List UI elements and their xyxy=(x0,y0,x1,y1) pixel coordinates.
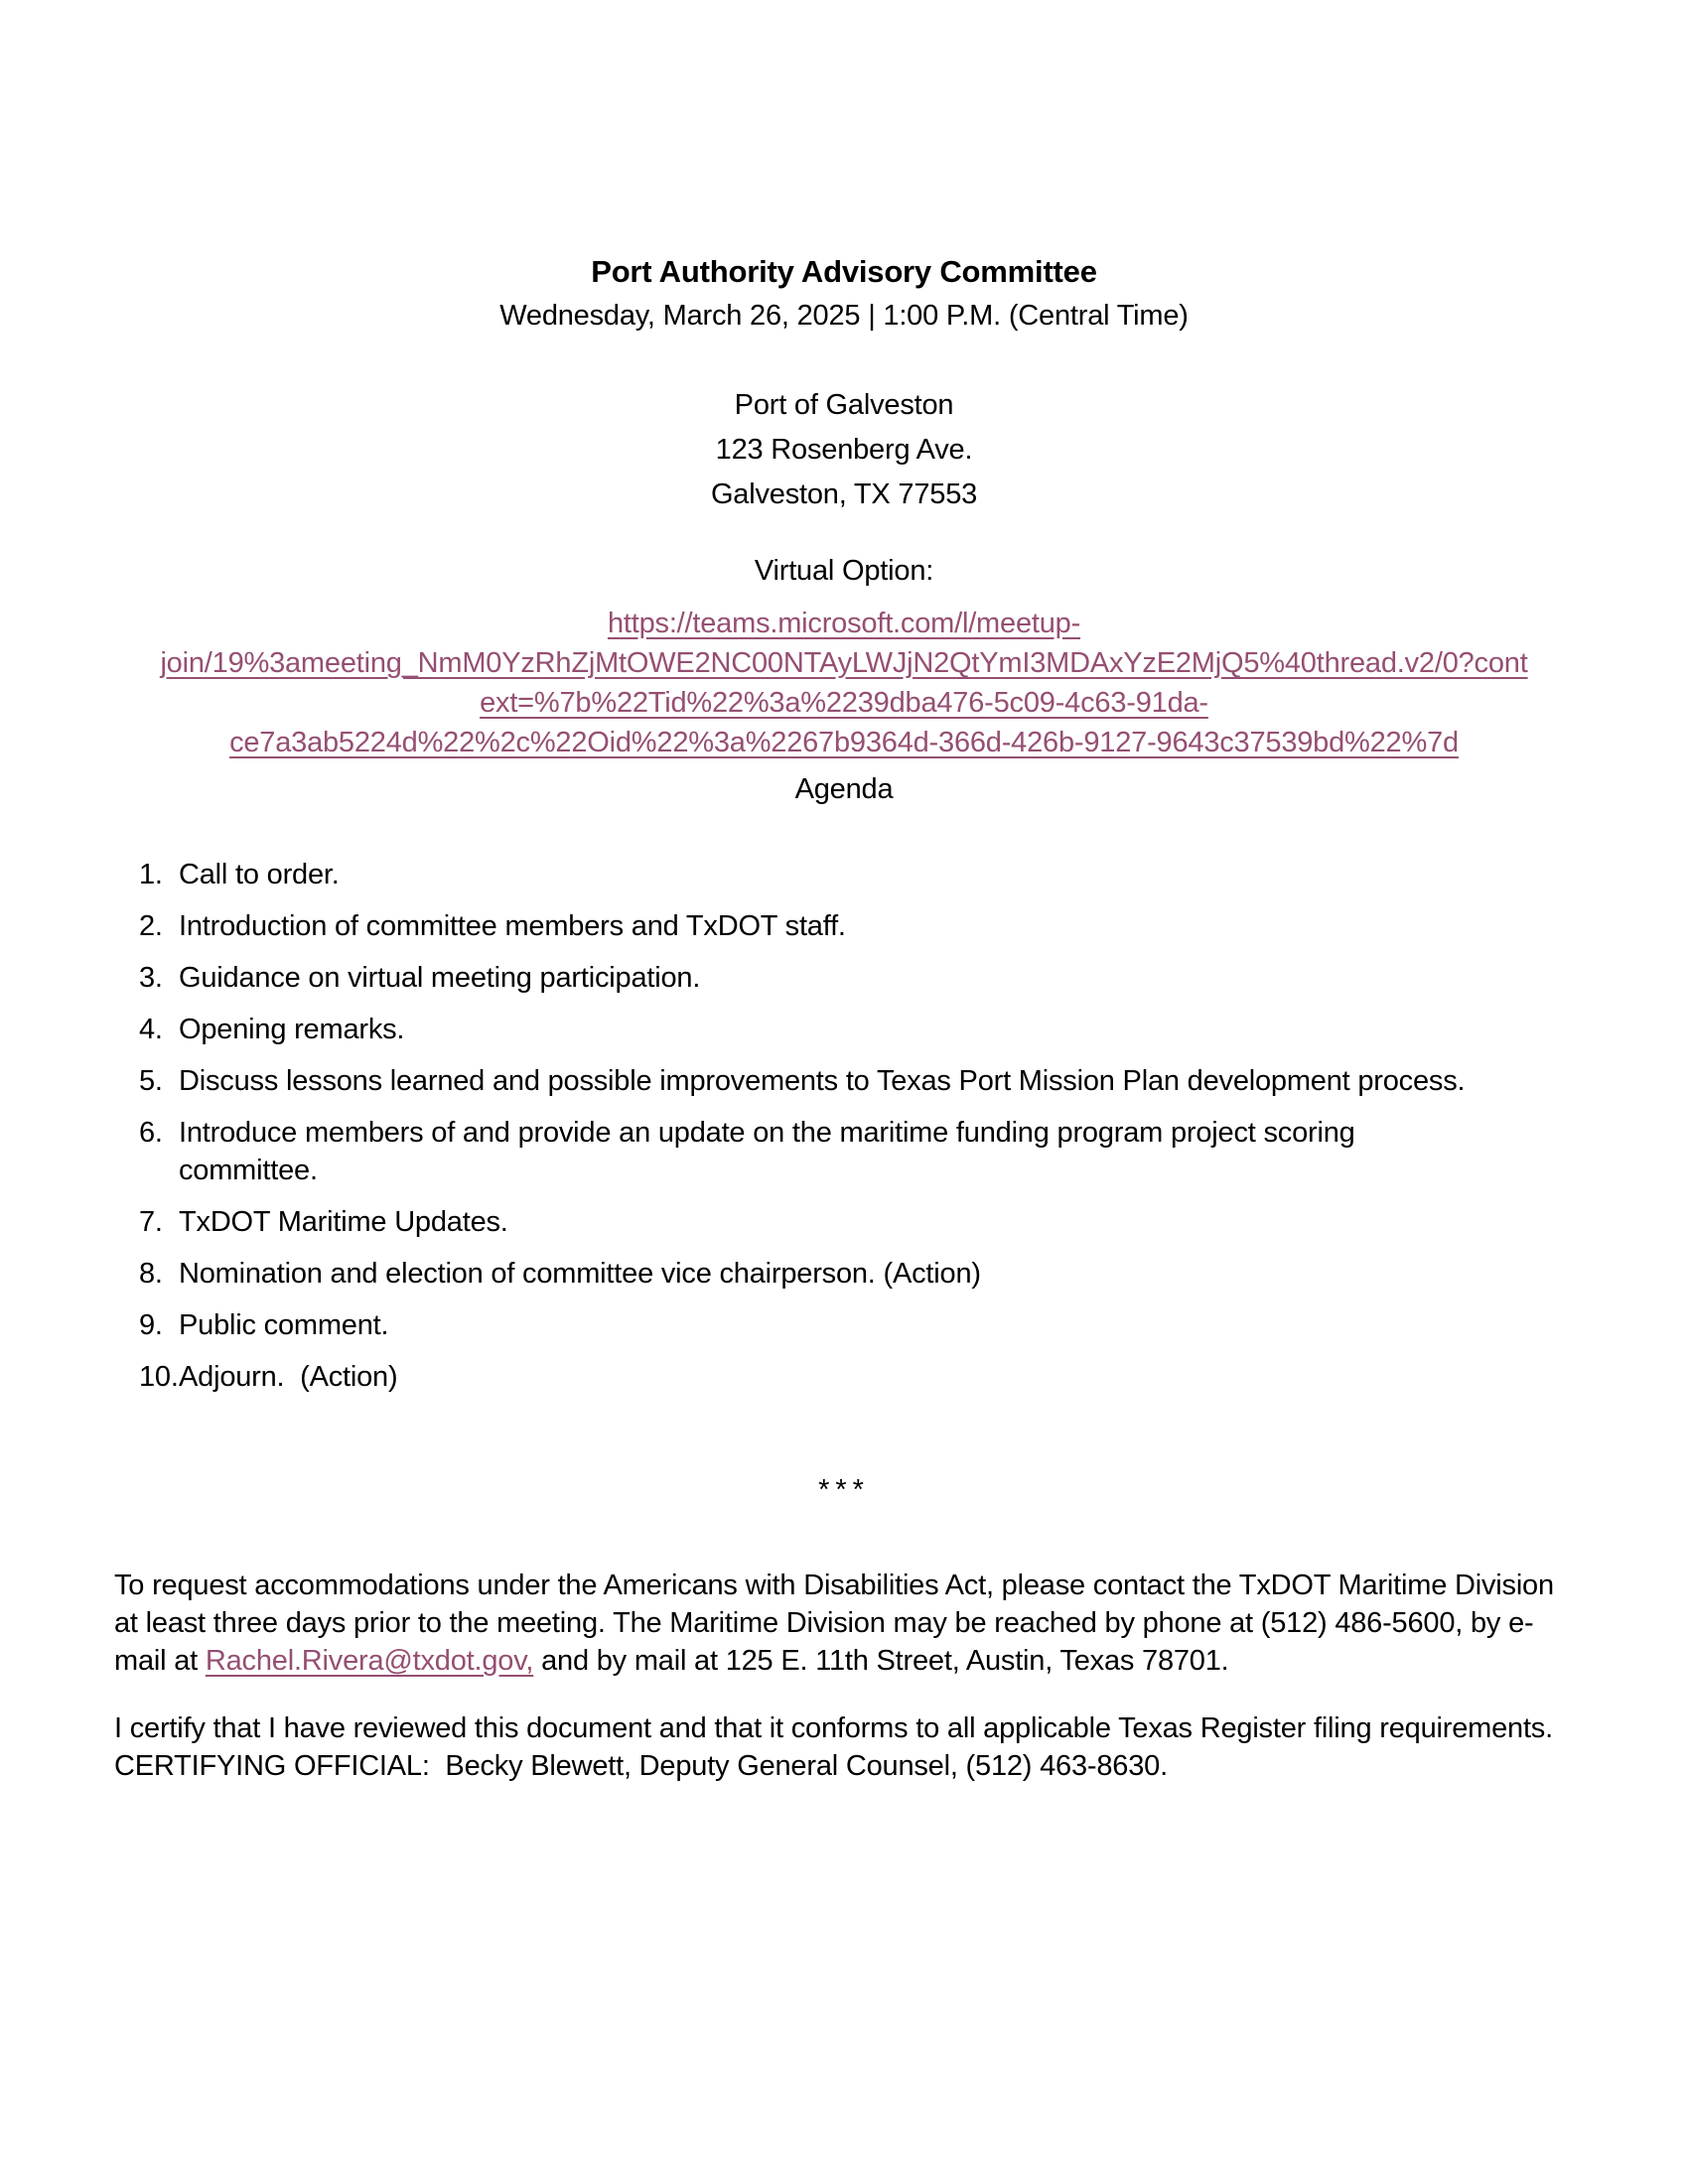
agenda-item-text: Discuss lessons learned and possible improvements to Texas Port Mission Plan development process. xyxy=(179,1065,1466,1097)
accessibility-text-after-email: and by mail at 125 E. 11th Street, Austin, Texas 78701. xyxy=(533,1645,1229,1677)
venue-name: Port of Galveston xyxy=(734,389,954,421)
certifying-official-line: CERTIFYING OFFICIAL: Becky Blewett, Deputy General Counsel, (512) 463-8630. xyxy=(114,1750,1168,1782)
agenda-item-number: 5. xyxy=(139,1065,163,1097)
agenda-item-text: Introduction of committee members and TxDOT staff. xyxy=(179,910,846,942)
agenda-item-text: Guidance on virtual meeting participation. xyxy=(179,962,701,994)
teams-meeting-link-line-3[interactable]: ext=%7b%22Tid%22%3a%2239dba476-5c09-4c63-91da- xyxy=(480,687,1208,719)
venue-address-line1: 123 Rosenberg Ave. xyxy=(715,434,973,466)
agenda-item-text: Public comment. xyxy=(179,1309,389,1341)
agenda-item-number: 4. xyxy=(139,1014,163,1045)
agenda-item-text: Call to order. xyxy=(179,859,340,890)
agenda-item-6 xyxy=(114,1114,1574,1189)
teams-meeting-link-line-2[interactable]: join/19%3ameeting_NmM0YzRhZjMtOWE2NC00NTAyLWJjN2QtYmI3MDAxYzE2MjQ5%40thread.v2/0?cont xyxy=(160,647,1528,679)
agenda-list xyxy=(114,856,1574,1396)
email-link[interactable]: Rachel.Rivera@txdot.gov, xyxy=(205,1645,534,1677)
agenda-item-5 xyxy=(114,1062,1574,1100)
certification-paragraph xyxy=(114,1709,1574,1785)
agenda-item-number: 2. xyxy=(139,910,163,942)
agenda-item-number: 10. xyxy=(139,1361,179,1393)
venue-block xyxy=(114,383,1574,517)
meeting-datetime: Wednesday, March 26, 2025 | 1:00 P.M. (Central Time) xyxy=(499,300,1189,332)
agenda-item-number: 6. xyxy=(139,1117,163,1149)
agenda-item-number: 9. xyxy=(139,1309,163,1341)
agenda-item-text: TxDOT Maritime Updates. xyxy=(179,1206,508,1238)
agenda-item-number: 1. xyxy=(139,859,163,890)
venue-address-line2: Galveston, TX 77553 xyxy=(710,478,978,510)
agenda-item-text: Introduce members of and provide an update on the maritime funding program project scoring committee. xyxy=(179,1117,1363,1186)
agenda-item-number: 7. xyxy=(139,1206,163,1238)
agenda-item-8 xyxy=(114,1255,1574,1293)
virtual-option-label: Virtual Option: xyxy=(754,555,934,587)
page-title: Port Authority Advisory Committee xyxy=(591,254,1097,289)
agenda-item-number: 8. xyxy=(139,1258,163,1290)
section-separator: *** xyxy=(818,1474,870,1506)
agenda-item-2 xyxy=(114,907,1574,945)
agenda-item-text: Adjourn. (Action) xyxy=(179,1361,398,1393)
agenda-item-1 xyxy=(114,856,1574,893)
accessibility-paragraph xyxy=(114,1567,1574,1680)
teams-meeting-link-line-1[interactable]: https://teams.microsoft.com/l/meetup- xyxy=(607,608,1081,639)
agenda-item-7 xyxy=(114,1203,1574,1241)
accessibility-text-before-email: To request accommodations under the Americans with Disabilities Act, please contact the TxDOT Maritime Division at least three days prior to the meeting. The Maritime Division may be reached by phone at (512) 486-5600, by e-mail at xyxy=(114,1570,1562,1677)
agenda-item-text: Opening remarks. xyxy=(179,1014,405,1045)
agenda-item-3 xyxy=(114,959,1574,997)
agenda-item-number: 3. xyxy=(139,962,163,994)
agenda-item-text: Nomination and election of committee vice chairperson. (Action) xyxy=(179,1258,981,1290)
agenda-item-10 xyxy=(114,1358,1574,1396)
agenda-item-4 xyxy=(114,1011,1574,1048)
agenda-item-9 xyxy=(114,1306,1574,1344)
agenda-heading: Agenda xyxy=(794,773,894,805)
teams-meeting-link[interactable] xyxy=(114,604,1574,762)
certification-statement: I certify that I have reviewed this document and that it conforms to all applicable Texas Register filing requirements. xyxy=(114,1712,1553,1744)
teams-meeting-link-line-4[interactable]: ce7a3ab5224d%22%2c%22Oid%22%3a%2267b9364d-366d-426b-9127-9643c37539bd%22%7d xyxy=(229,727,1459,758)
